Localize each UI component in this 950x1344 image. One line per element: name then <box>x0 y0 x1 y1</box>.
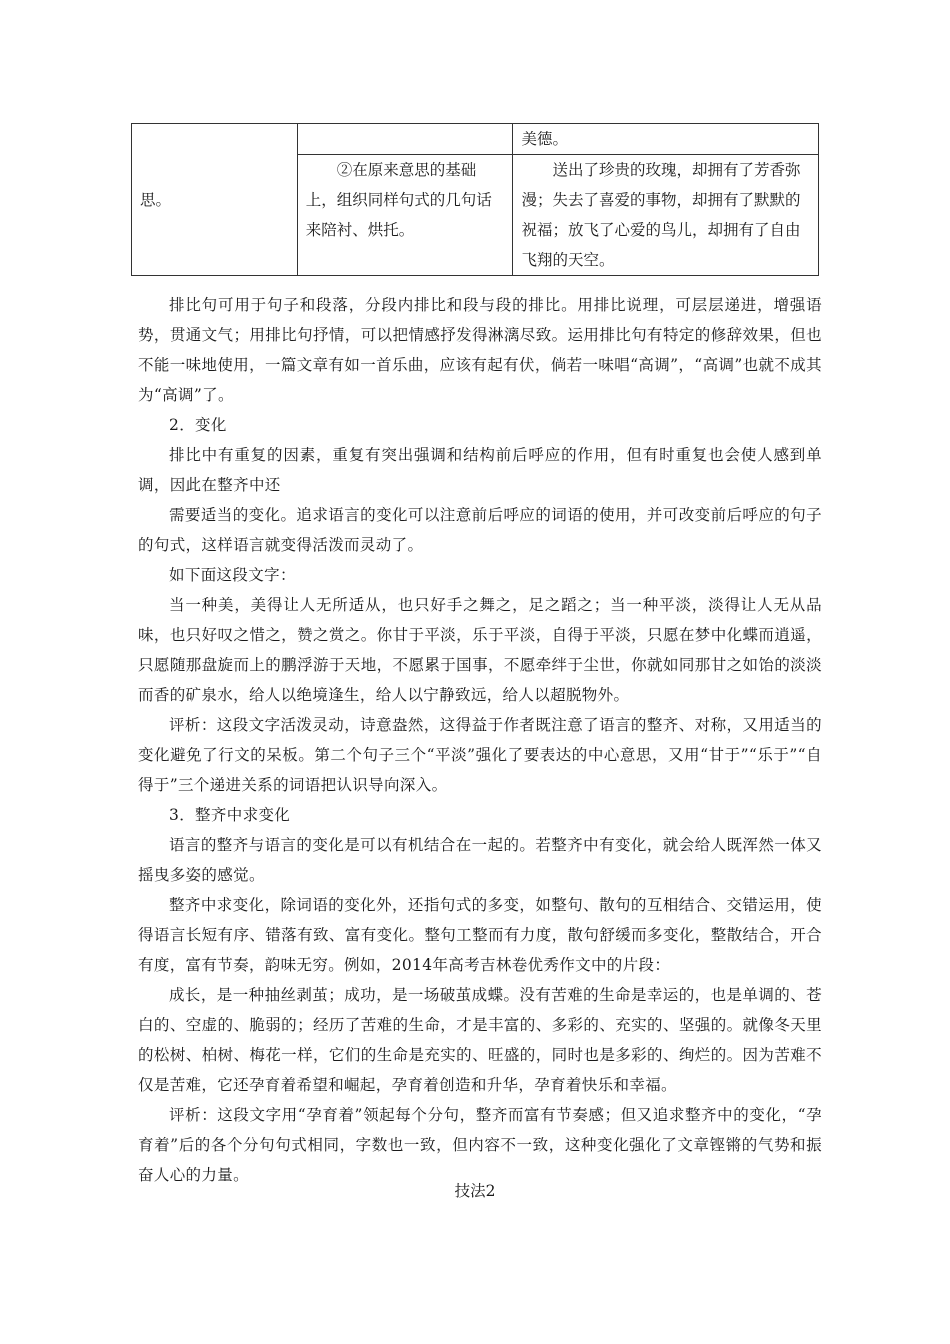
section-heading: 2．变化 <box>169 416 227 434</box>
paragraph: 整齐中求变化，除词语的变化外，还指句式的多变，如整句、散句的互相结合、交错运用，使得语言长短有序、错落有致、富有变化。整句工整而有力度，散句舒缓而多变化，整散结合，开合有度，富有节奏，韵味无穷。例如，2014年高考吉林卷优秀作文中的片段： <box>138 896 822 974</box>
paragraph: 需要适当的变化。追求语言的变化可以注意前后呼应的词语的使用，并可改变前后呼应的句子的句式，这样语言就变得活泼而灵动了。 <box>138 506 822 554</box>
analysis-paragraph: 评析：这段文字活泼灵动，诗意盎然，这得益于作者既注意了语言的整齐、对称，又用适当的变化避免了行文的呆板。第二个句子三个“平淡”强化了要表达的中心意思，又用“甘于”“乐于”“自得于”三个递进关系的词语把认识导向深入。 <box>138 716 822 794</box>
cell-text: 美德。 <box>521 130 568 148</box>
paragraph: 语言的整齐与语言的变化是可以有机结合在一起的。若整齐中有变化，就会给人既浑然一体又摇曳多姿的感觉。 <box>138 836 822 884</box>
example-paragraph: 当一种美，美得让人无所适从，也只好手之舞之，足之蹈之；当一种平淡，淡得让人无从品味，也只好叹之惜之，赞之赏之。你甘于平淡，乐于平淡，自得于平淡，只愿在梦中化蝶而逍遥，只愿随那盘旋而上的鹏浮游于天地，不愿累于国事，不愿牵绊于尘世，你就如同那甘之如饴的淡淡而香的矿泉水，给人以绝境逢生，给人以宁静致远，给人以超脱物外。 <box>138 596 822 704</box>
technique-title: 技法2 <box>454 1182 496 1200</box>
table-cell-category <box>132 124 298 276</box>
cell-text: 送出了珍贵的玫瑰，却拥有了芳香弥漫；失去了喜爱的事物，却拥有了默默的祝福；放飞了心爱的鸟儿，却拥有了自由飞翔的天空。 <box>521 161 801 269</box>
table-cell-example <box>513 155 819 276</box>
table-row <box>132 124 819 155</box>
paragraph: 排比句可用于句子和段落，分段内排比和段与段的排比。用排比说理，可层层递进，增强语势，贯通文气；用排比句抒情，可以把情感抒发得淋漓尽致。运用排比句有特定的修辞效果，但也不能一味地使用，一篇文章有如一首乐曲，应该有起有伏，倘若一味唱“高调”，“高调”也就不成其为“高调”了。 <box>138 296 822 404</box>
table-cell-method <box>297 155 513 276</box>
section-heading: 3．整齐中求变化 <box>169 806 291 824</box>
cell-text: 思。 <box>140 190 172 209</box>
body-text <box>138 290 822 1190</box>
analysis-paragraph: 评析：这段文字用“孕育着”领起每个分句，整齐而富有节奏感；但又追求整齐中的变化，“孕育着”后的各个分句句式相同，字数也一致，但内容不一致，这种变化强化了文章铿锵的气势和振奋人心的力量。 <box>138 1106 822 1184</box>
example-table <box>131 123 819 276</box>
table-cell-example <box>513 124 819 155</box>
example-paragraph: 成长，是一种抽丝剥茧；成功，是一场破茧成蝶。没有苦难的生命是幸运的，也是单调的、苍白的、空虚的、脆弱的；经历了苦难的生命，才是丰富的、多彩的、充实的、坚强的。就像冬天里的松树、柏树、梅花一样，它们的生命是充实的、旺盛的，同时也是多彩的、绚烂的。因为苦难不仅是苦难，它还孕育着希望和崛起，孕育着创造和升华，孕育着快乐和幸福。 <box>138 986 822 1094</box>
paragraph: 排比中有重复的因素，重复有突出强调和结构前后呼应的作用，但有时重复也会使人感到单调，因此在整齐中还 <box>138 446 822 494</box>
table-cell-empty <box>297 124 513 155</box>
paragraph: 如下面这段文字： <box>169 566 296 584</box>
cell-text: ②在原来意思的基础上，组织同样句式的几句话来陪衬、烘托。 <box>305 161 492 239</box>
